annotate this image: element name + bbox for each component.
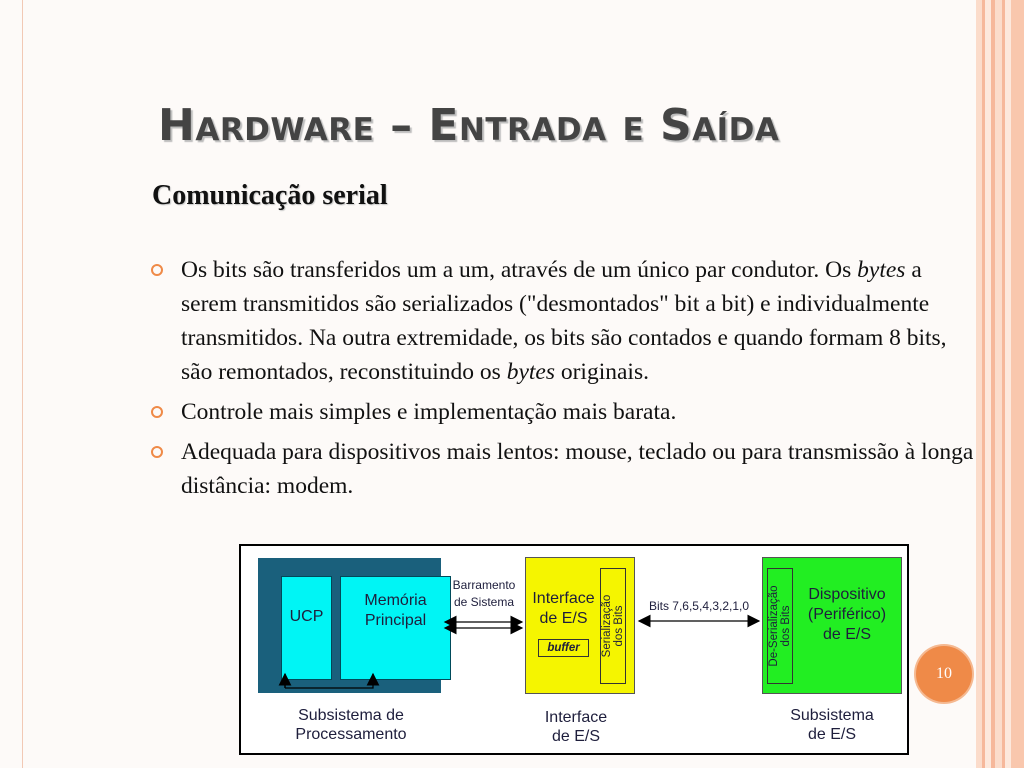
memory-label-line2: Principal [364,612,427,629]
bullet-text: Controle mais simples e implementação mais barata. [181,399,677,425]
interface-caption-line1: Interface [544,709,608,726]
bullet-circle-icon [151,406,163,418]
memory-label-line1: Memória [364,592,427,609]
bus-label-line2: de Sistema [453,595,515,609]
processing-caption-line2: Processamento [295,726,407,743]
ucp-memory-link-arrow [285,674,373,688]
bullet-list [150,253,980,509]
io-subsystem-caption-line1: Subsistema [790,707,874,724]
processing-caption-line1: Subsistema de [298,707,404,724]
page-number-badge: 10 [916,646,972,702]
interface-label-line2: de E/S [539,610,588,627]
bullet-text-part: a serem transmitidos são serializados ("desmontados" bit a bit) e individualmente transmitidos. Na outra extremidade, os bits são contados e quando formam 8 bits, são remontados, reconstituindo os [181,257,947,385]
interface-label-line1: Interface [532,590,595,607]
deserialization-label: De-Serialização dos Bits [768,585,792,667]
slide-title: Hardware – Entrada e Saída [158,100,780,151]
bits-label: Bits 7,6,5,4,3,2,1,0 [648,599,750,613]
bullet-text-part: Os bits são transferidos um a um, através de um único par condutor. Os [181,257,858,283]
bullet-text-italic: bytes [506,359,555,385]
buffer-box: buffer [538,639,589,657]
bullet-text-italic: bytes [857,257,906,283]
bullet-circle-icon [151,446,163,458]
ucp-label: UCP [289,608,324,625]
device-label-line3: de E/S [822,626,872,643]
interface-caption-line2: de E/S [551,728,601,745]
bullet-circle-icon [151,264,163,276]
io-subsystem-caption-line2: de E/S [807,726,857,743]
serial-communication-diagram [239,544,909,755]
bullet-item-serial-transfer [150,253,980,389]
left-border-line [22,0,23,768]
serialization-label: Serialização dos Bits [601,594,625,658]
bullet-item-simpler-control [150,395,980,429]
system-bus-arrow [445,622,522,628]
bus-label-line1: Barramento [452,578,516,592]
bullet-text: Adequada para dispositivos mais lentos: mouse, teclado ou para transmissão à longa distância: modem. [181,439,974,499]
bullet-text-part: originais. [554,359,649,385]
bullet-item-slow-devices [150,435,980,503]
device-label-line1: Dispositivo [808,586,886,603]
slide-subtitle: Comunicação serial [152,180,388,211]
device-label-line2: (Periférico) [807,606,887,623]
